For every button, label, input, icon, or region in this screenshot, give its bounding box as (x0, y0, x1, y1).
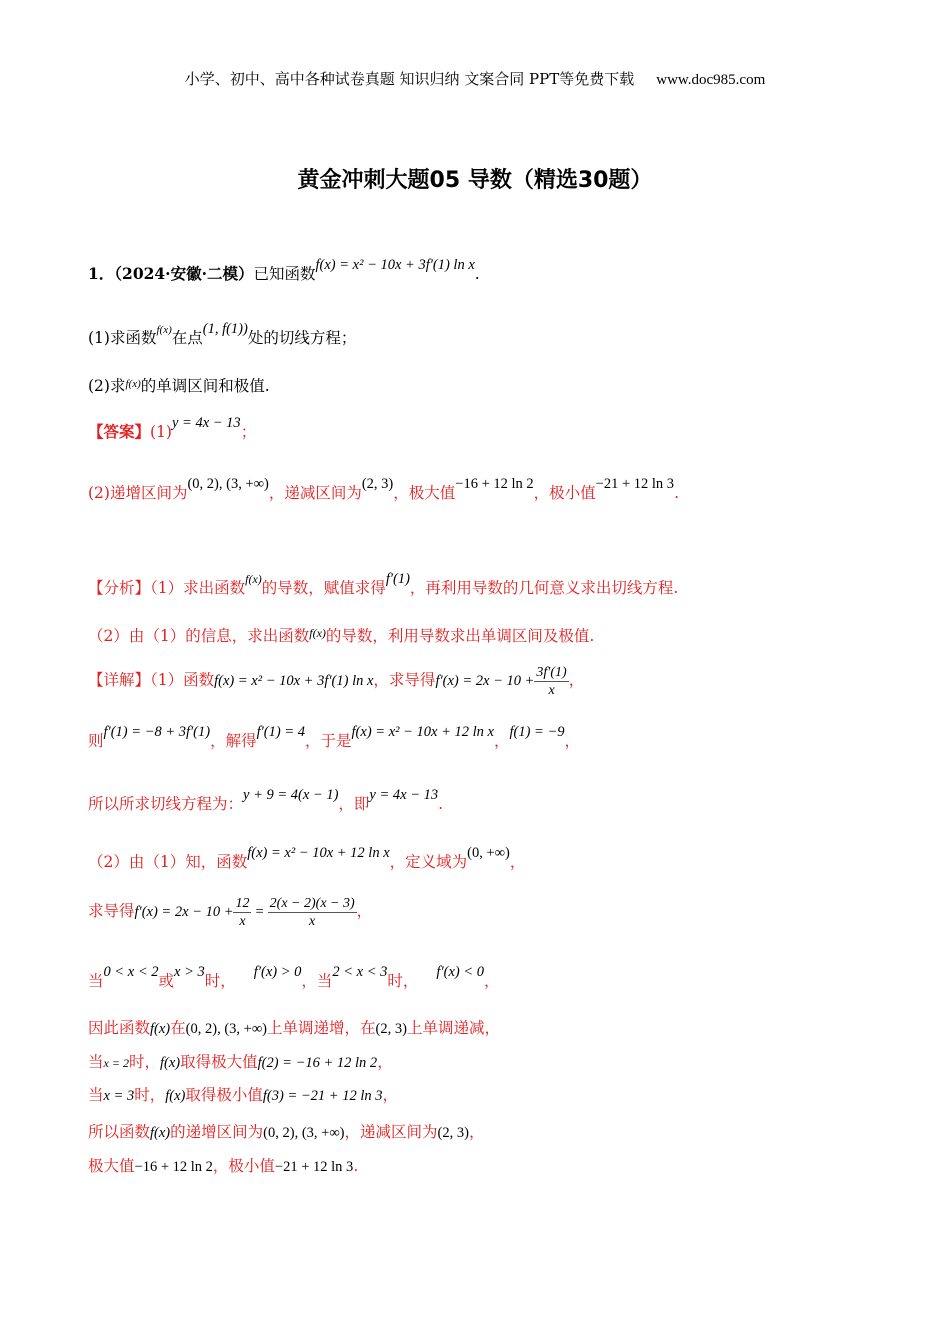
answer-1-end: ； (240, 423, 257, 441)
analysis-line-2 (88, 624, 594, 646)
analysis-2-fx: f(x) (309, 626, 326, 640)
detail-6-d: ，当 (301, 972, 333, 990)
detail-6-eq4: 2 < x < 3 (332, 964, 388, 980)
answer-min-value: −21 + 12 ln 3 (595, 476, 675, 492)
detail-2-eq4: f(1) = −9 (509, 724, 565, 740)
fraction-denominator: x (548, 682, 555, 698)
detail-11-b: ，极小值 (212, 1157, 275, 1175)
detail-11-max: −16 + 12 ln 2 (134, 1159, 213, 1175)
detail-6-b: 或 (158, 972, 175, 990)
detail-7-c: 上单调递增，在 (267, 1019, 376, 1037)
part1-fx: f(x) (156, 324, 172, 336)
page-header (0, 68, 950, 89)
detail-line-4 (88, 845, 526, 872)
detail-6-eq1: 0 < x < 2 (103, 964, 159, 980)
stem-formula: f(x) = x² − 10x + 3f′(1) ln x (315, 257, 475, 273)
detail-1-formula: f(x) = x² − 10x + 3f′(1) ln x (214, 673, 374, 689)
detail-6-e: 时， (387, 972, 419, 990)
detail-line-10 (88, 1120, 484, 1142)
detail-7-a: 因此函数 (88, 1019, 151, 1037)
detail-1-end: ， (568, 671, 585, 689)
detail-2-eq2: f′(1) = 4 (256, 724, 306, 740)
part1-point: (1, f(1)) (202, 321, 248, 337)
fraction-numerator: 12 (235, 895, 250, 911)
detail-2-a: 则 (88, 732, 104, 750)
detail-3-eq2: y = 4x − 13 (369, 787, 439, 803)
fraction-denominator: x (309, 913, 316, 929)
detail-9-a: 当 (88, 1086, 104, 1104)
detail-9-min: f(3) = −21 + 12 ln 3 (262, 1088, 383, 1104)
detail-3-eq1: y + 9 = 4(x − 1) (243, 787, 339, 803)
detail-1-a: （1）函数 (150, 671, 215, 689)
detail-6-a: 当 (88, 972, 104, 990)
detail-8-b: 时， (128, 1053, 160, 1071)
detail-line-8 (88, 1050, 393, 1072)
analysis-1-f1: f′(1) (385, 571, 410, 587)
detail-6-eq3: f′(x) > 0 (253, 964, 302, 980)
detail-line-2 (88, 724, 580, 751)
detail-5-end: ， (356, 902, 373, 920)
analysis-line-1 (88, 571, 679, 598)
detail-10-interval-inc: (0, 2), (3, +∞) (263, 1125, 345, 1141)
header-text: 小学、初中、高中各种试卷真题 知识归纳 文案合同 PPT等免费下载 (184, 70, 635, 88)
header-site-link[interactable]: www.doc985.com (656, 72, 766, 88)
detail-9-end: ， (382, 1086, 398, 1104)
detail-4-end: ， (509, 853, 526, 871)
part2-fx: f(x) (125, 378, 141, 390)
detail-4-b: ，定义域为 (389, 853, 468, 871)
detail-9-x: x = 3 (103, 1088, 135, 1104)
detail-9-b: 时， (134, 1086, 166, 1104)
question-part-1 (88, 321, 357, 348)
answer-2-mid1: ，递减区间为 (268, 484, 362, 502)
detail-10-b: 的递增区间为 (170, 1123, 264, 1141)
detail-1-derivative: f′(x) = 2x − 10 + (435, 673, 535, 689)
part1-text-a: (1)求函数 (88, 329, 157, 347)
detail-line-1 (88, 662, 584, 699)
analysis-1-c: ，再利用导数的几何意义求出切线方程. (409, 579, 679, 597)
detail-3-end: . (438, 795, 444, 813)
analysis-1-a: （1）求出函数 (150, 579, 246, 597)
answer-2-mid3: ，极小值 (533, 484, 596, 502)
question-part-2 (88, 374, 270, 396)
detail-line-11 (88, 1154, 358, 1176)
equals-sign: = (255, 904, 264, 920)
part1-text-b: 在点 (171, 329, 203, 347)
detail-8-fx: f(x) (159, 1055, 181, 1071)
part1-text-c: 处的切线方程； (247, 329, 357, 347)
analysis-2-a: （2）由（1）的信息，求出函数 (88, 627, 310, 645)
detail-7-b: 在 (170, 1019, 186, 1037)
detail-3-b: ，即 (338, 795, 370, 813)
fraction-numerator: 3f′(1) (536, 664, 567, 680)
detail-10-a: 所以函数 (88, 1123, 151, 1141)
answer-2-pre: (2)递增区间为 (88, 484, 188, 502)
detail-line-5 (88, 893, 372, 930)
detail-2-c: ，于是 (305, 732, 352, 750)
analysis-1-fx: f(x) (245, 572, 262, 586)
detail-6-eq5: f′(x) < 0 (436, 964, 484, 980)
answer-2-mid2: ，极大值 (393, 484, 456, 502)
detail-2-end: ， (564, 732, 580, 750)
answer-increasing-interval: (0, 2), (3, +∞) (187, 476, 269, 492)
detail-3-a: 所以所求切线方程为： (88, 795, 244, 813)
detail-6-c: 时， (204, 972, 236, 990)
part2-text-b: 的单调区间和极值. (140, 377, 270, 395)
detail-6-eq2: x > 3 (174, 964, 205, 980)
detail-11-a: 极大值 (88, 1157, 135, 1175)
detail-8-x: x = 2 (103, 1056, 129, 1070)
detail-10-end: ， (468, 1123, 485, 1141)
detail-2-eq3: f(x) = x² − 10x + 12 ln x (351, 724, 494, 740)
detail-4-eq1: f(x) = x² − 10x + 12 ln x (247, 845, 390, 861)
answer-line-1 (88, 415, 257, 442)
fraction-numerator: 2(x − 2)(x − 3) (269, 895, 355, 911)
answer-line-2 (88, 476, 679, 503)
detail-5-a: 求导得 (88, 902, 135, 920)
detail-2-eq1: f′(1) = −8 + 3f′(1) (103, 724, 211, 740)
detail-line-3 (88, 787, 444, 814)
detail-8-a: 当 (88, 1053, 104, 1071)
detail-8-c: 取得极大值 (180, 1053, 258, 1071)
detail-5-fraction-2 (268, 895, 357, 930)
detail-line-6 (88, 964, 500, 991)
part2-text-a: (2)求 (88, 377, 126, 395)
stem-text: 已知函数 (253, 265, 316, 283)
detail-11-end: . (353, 1157, 359, 1175)
detail-line-9 (88, 1083, 398, 1105)
detail-4-a: （2）由（1）知，函数 (88, 853, 248, 871)
detail-10-interval-dec: (2, 3) (437, 1125, 469, 1141)
answer-1-formula: y = 4x − 13 (171, 415, 241, 431)
detail-6-end: ， (484, 972, 500, 990)
detail-9-fx: f(x) (165, 1088, 186, 1104)
detail-line-7 (88, 1016, 500, 1038)
detail-label: 【详解】 (88, 671, 151, 689)
answer-decreasing-interval: (2, 3) (361, 476, 394, 492)
detail-8-max: f(2) = −16 + 12 ln 2 (257, 1055, 378, 1071)
detail-5-derivative: f′(x) = 2x − 10 + (134, 904, 234, 920)
fraction-denominator: x (239, 913, 246, 929)
answer-1-pre: (1) (150, 423, 172, 441)
detail-2-b: ，解得 (210, 732, 257, 750)
question-source: （2024·安徽·二模） (114, 264, 254, 283)
question-1-stem (88, 257, 480, 284)
detail-1-b: ，求导得 (373, 671, 436, 689)
detail-7-fx: f(x) (150, 1021, 171, 1037)
answer-2-end: . (674, 484, 679, 502)
detail-7-d: 上单调递减， (406, 1019, 500, 1037)
detail-8-end: ， (377, 1053, 393, 1071)
detail-10-fx: f(x) (150, 1125, 171, 1141)
stem-end: . (474, 265, 480, 283)
analysis-1-b: 的导数，赋值求得 (261, 579, 386, 597)
detail-7-interval-dec: (2, 3) (375, 1021, 407, 1037)
analysis-2-b: 的导数，利用导数求出单调区间及极值. (325, 627, 595, 645)
answer-label: 【答案】 (88, 422, 151, 441)
detail-4-domain: (0, +∞) (467, 845, 510, 861)
detail-9-c: 取得极小值 (185, 1086, 263, 1104)
question-number: 1． (88, 264, 115, 283)
detail-10-c: ，递减区间为 (344, 1123, 438, 1141)
answer-max-value: −16 + 12 ln 2 (455, 476, 534, 492)
detail-1-fraction (534, 664, 568, 699)
detail-11-min: −21 + 12 ln 3 (274, 1159, 354, 1175)
detail-5-fraction-1 (233, 895, 251, 930)
analysis-label: 【分析】 (88, 579, 151, 597)
detail-2-d: ， (493, 732, 510, 750)
page-title: 黄金冲刺大题05 导数（精选30题） (297, 168, 653, 193)
detail-7-interval-inc: (0, 2), (3, +∞) (185, 1021, 267, 1037)
